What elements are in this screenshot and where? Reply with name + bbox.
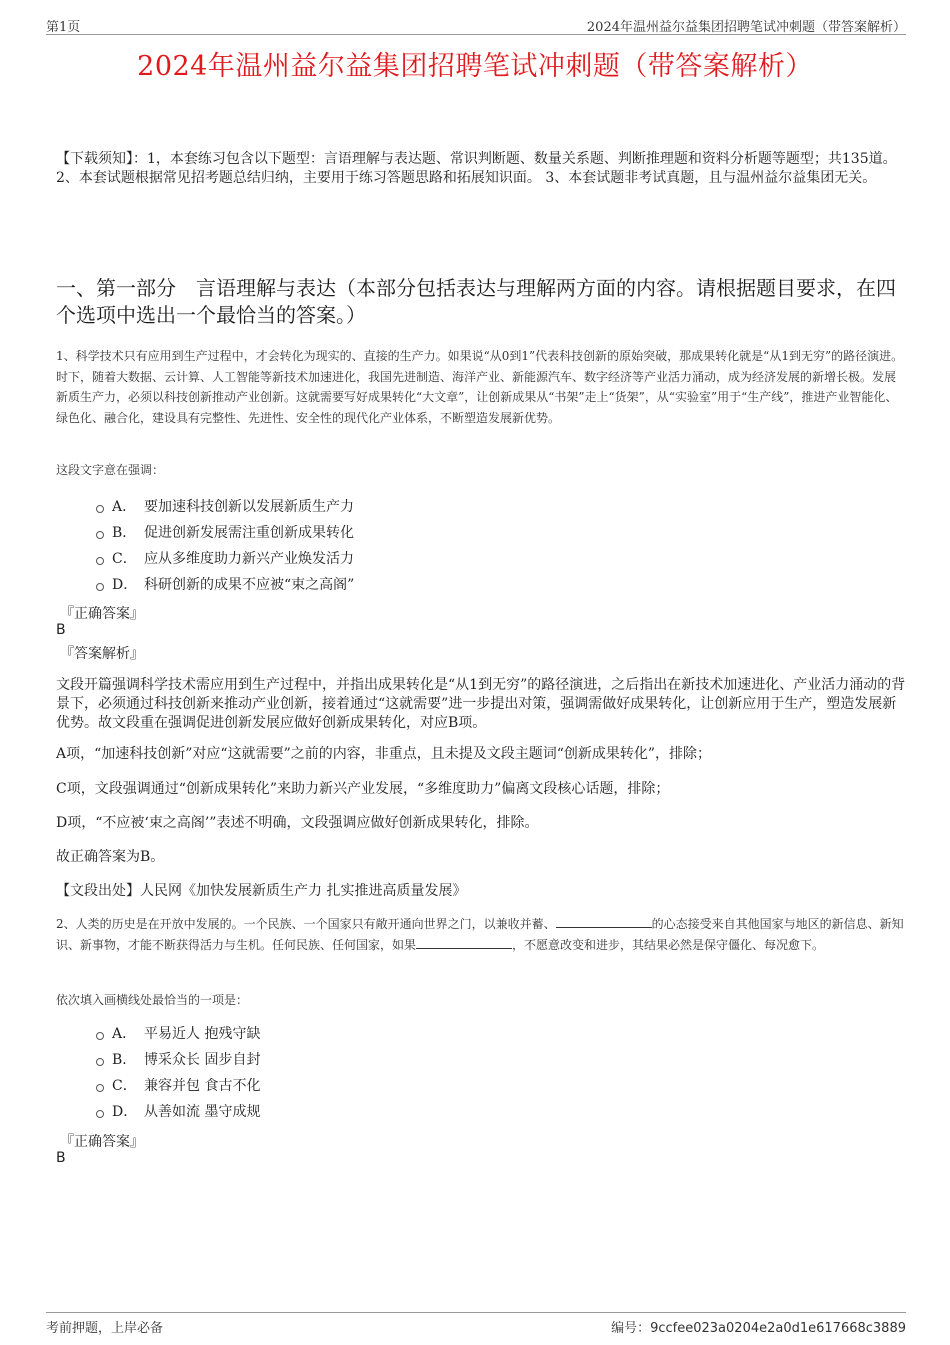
radio-icon[interactable] <box>96 1032 104 1040</box>
q1-option-d[interactable] <box>96 571 354 597</box>
q1-prompt: 这段文字意在强调： <box>56 463 165 477</box>
q1-analysis-d: D项，“不应被‘束之高阁’”表述不明确，文段强调应做好创新成果转化，排除。 <box>56 815 539 831</box>
page-number: 第1页 <box>46 20 81 35</box>
q1-analysis-a: A项，“加速科技创新”对应“这就需要”之前的内容，非重点，且未提及文段主题词“创新成果转化”，排除； <box>56 746 712 762</box>
q1-analysis-c: C项，文段强调通过“创新成果转化”来助力新兴产业发展，“多维度助力”偏离文段核心话题，排除； <box>56 781 670 797</box>
q2-option-b[interactable] <box>96 1046 260 1072</box>
blank-line <box>556 915 652 928</box>
q1-analysis-label: 『答案解析』 <box>60 646 144 662</box>
q1-analysis-main: 文段开篇强调科学技术需应用到生产过程中，并指出成果转化是“从1到无穷”的路径演进，之后指出在新技术加速进化、产业活力涌动的背景下，必须通过科技创新来推动产业创新，接着通过“这就需要”进一步提出对策，强调需做好成果转化，让创新应用于生产，塑造发展新优势。故文段重在强调促进创新发展应做好创新成果转化，对应B项。 <box>56 677 906 731</box>
option-text: 博采众长 固步自封 <box>144 1052 261 1068</box>
q1-answer-label: 『正确答案』 <box>60 606 144 622</box>
q2-option-c[interactable] <box>96 1072 260 1098</box>
footer-code-value: 9ccfee023a0204e2a0d1e617668c3889 <box>650 1321 906 1336</box>
option-letter: A． <box>112 499 137 515</box>
footer-code <box>611 1317 906 1336</box>
option-text: 从善如流 墨守成规 <box>144 1104 261 1120</box>
header-doc-title: 2024年温州益尔益集团招聘笔试冲刺题（带答案解析） <box>586 20 906 35</box>
q2-option-a[interactable] <box>96 1020 260 1046</box>
option-text: 要加速科技创新以发展新质生产力 <box>144 499 354 515</box>
q2-passage-part2: 的心态接受来自其他国家与地区的新信息、新知识、新事物，才能不断获得活力与生机。任何民族、任何国家，如果 <box>56 917 904 952</box>
q2-answer: B <box>56 1150 66 1166</box>
option-letter: D． <box>112 577 138 593</box>
page-footer <box>46 1312 906 1337</box>
option-letter: A． <box>112 1026 137 1042</box>
blank-line <box>416 936 512 949</box>
page-header <box>46 14 906 35</box>
q1-option-c[interactable] <box>96 545 354 571</box>
download-notice: 【下载须知】：1，本套练习包含以下题型：言语理解与表达题、常识判断题、数量关系题、判断推理题和资料分析题等题型；共135道。 2、本套试题根据常见招考题总结归纳，主要用于练习答题思路和拓展知识面。 3、本套试题非考试真题，且与温州益尔益集团无关。 <box>56 151 897 186</box>
section-heading: 一、第一部分 言语理解与表达（本部分包括表达与理解两方面的内容。请根据题目要求，在四个选项中选出一个最恰当的答案。） <box>56 276 896 327</box>
q2-passage-part3: ，不愿意改变和进步，其结果必然是保守僵化、每况愈下。 <box>512 937 825 952</box>
q1-option-b[interactable] <box>96 519 354 545</box>
q1-answer: B <box>56 622 66 638</box>
q2-option-d[interactable] <box>96 1098 260 1124</box>
radio-icon[interactable] <box>96 1058 104 1066</box>
q2-options <box>96 1020 260 1124</box>
radio-icon[interactable] <box>96 1110 104 1118</box>
radio-icon[interactable] <box>96 583 104 591</box>
radio-icon[interactable] <box>96 557 104 565</box>
option-text: 科研创新的成果不应被“束之高阁” <box>144 577 355 593</box>
option-letter: C． <box>112 1078 137 1094</box>
radio-icon[interactable] <box>96 1084 104 1092</box>
q1-source: 【文段出处】人民网《加快发展新质生产力 扎实推进高质量发展》 <box>56 883 467 899</box>
q1-passage: 1、科学技术只有应用到生产过程中，才会转化为现实的、直接的生产力。如果说“从0到1”代表科技创新的原始突破，那成果转化就是“从1到无穷”的路径演进。时下，随着大数据、云计算、人工智能等新技术加速进化，我国先进制造、海洋产业、新能源汽车、数字经济等产业活力涌动，成为经济发展的新增长极。发展新质生产力，必须以科技创新推动产业创新。这就需要写好成果转化“大文章”，让创新成果从“书架”走上“货架”，从“实验室”用于“生产线”，推进产业智能化、绿色化、融合化，建设具有完整性、先进性、安全性的现代化产业体系，不断塑造发展新优势。 <box>56 349 904 425</box>
option-letter: B． <box>112 525 137 541</box>
option-text: 兼容并包 食古不化 <box>144 1078 261 1094</box>
q2-prompt: 依次填入画横线处最恰当的一项是： <box>56 993 249 1007</box>
option-letter: B． <box>112 1052 137 1068</box>
radio-icon[interactable] <box>96 531 104 539</box>
option-text: 平易近人 抱残守缺 <box>144 1026 261 1042</box>
radio-icon[interactable] <box>96 505 104 513</box>
footer-code-label: 编号： <box>611 1321 651 1336</box>
page-title: 2024年温州益尔益集团招聘笔试冲刺题（带答案解析） <box>137 51 813 82</box>
option-text: 应从多维度助力新兴产业焕发活力 <box>144 551 354 567</box>
q2-passage-part1: 2、人类的历史是在开放中发展的。一个民族、一个国家只有敞开通向世界之门，以兼收并蓄、 <box>56 917 556 931</box>
q1-options <box>96 493 354 597</box>
q2-passage <box>56 914 906 955</box>
footer-slogan: 考前押题，上岸必备 <box>46 1321 164 1336</box>
option-letter: D． <box>112 1104 138 1120</box>
q2-answer-label: 『正确答案』 <box>60 1134 144 1150</box>
option-text: 促进创新发展需注重创新成果转化 <box>144 525 354 541</box>
q1-option-a[interactable] <box>96 493 354 519</box>
q1-analysis-conclusion: 故正确答案为B。 <box>56 849 165 865</box>
option-letter: C． <box>112 551 137 567</box>
